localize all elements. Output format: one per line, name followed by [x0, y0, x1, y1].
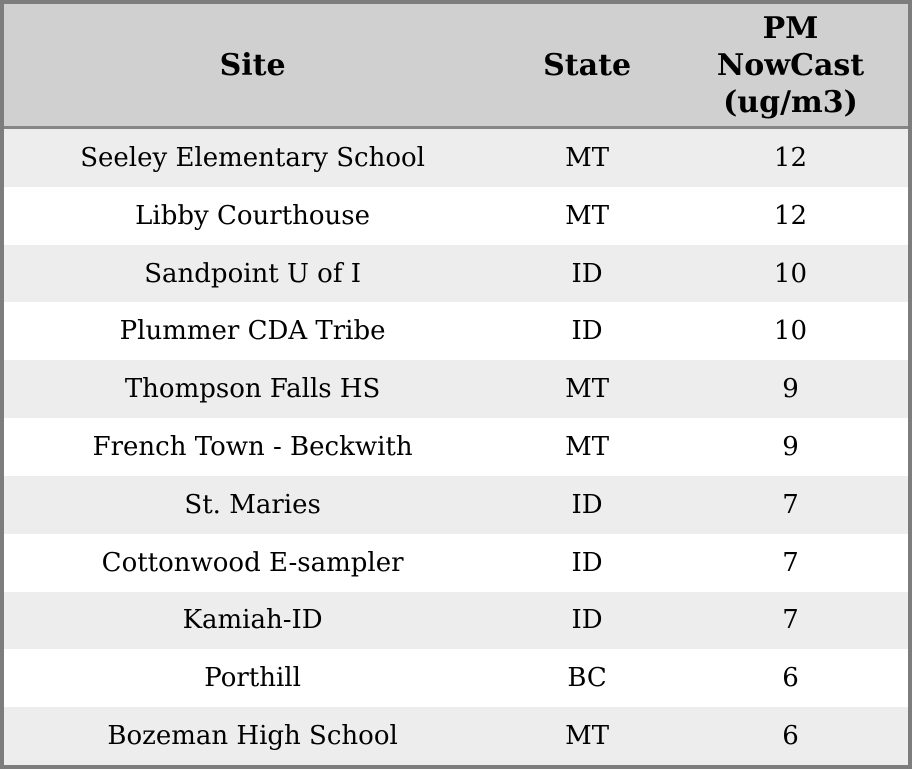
table-row — [4, 476, 908, 534]
table-body — [4, 128, 908, 766]
table-row — [4, 418, 908, 476]
site-cell: Seeley Elementary School — [80, 142, 425, 173]
column-header-state-label: State — [543, 47, 632, 83]
pm-nowcast-cell: 10 — [773, 258, 808, 289]
site-cell: Sandpoint U of I — [144, 258, 361, 289]
table-row — [4, 592, 908, 650]
pm-nowcast-cell: 12 — [773, 142, 808, 173]
state-cell: ID — [571, 605, 603, 636]
table-row — [4, 360, 908, 418]
column-header-pm-line2: NowCast — [716, 47, 865, 83]
site-cell: French Town - Beckwith — [92, 431, 413, 462]
pm-nowcast-cell: 10 — [773, 316, 808, 347]
table-row — [4, 245, 908, 303]
column-header-pm-nowcast — [673, 4, 908, 128]
data-table — [4, 4, 908, 765]
column-header-site — [4, 4, 501, 128]
state-cell: MT — [565, 431, 610, 462]
site-cell: Cottonwood E-sampler — [101, 547, 404, 578]
pm-nowcast-cell: 7 — [782, 605, 799, 636]
column-header-pm-line3: (ug/m3) — [723, 84, 858, 120]
site-cell: Thompson Falls HS — [124, 374, 381, 405]
pm-nowcast-cell: 9 — [782, 374, 799, 405]
pm-nowcast-cell: 6 — [782, 663, 799, 694]
site-cell: Libby Courthouse — [135, 200, 371, 231]
table-row — [4, 302, 908, 360]
column-header-state — [501, 4, 673, 128]
state-cell: MT — [565, 142, 610, 173]
state-cell: ID — [571, 258, 603, 289]
pm-nowcast-cell: 9 — [782, 431, 799, 462]
pm-nowcast-cell: 7 — [782, 489, 799, 520]
header-row — [4, 4, 908, 128]
pm-nowcast-cell: 7 — [782, 547, 799, 578]
state-cell: MT — [565, 721, 610, 752]
site-cell: Kamiah-ID — [182, 605, 323, 636]
site-cell: Bozeman High School — [107, 721, 398, 752]
state-cell: MT — [565, 374, 610, 405]
table-row — [4, 187, 908, 245]
state-cell: BC — [567, 663, 607, 694]
site-cell: Porthill — [204, 663, 301, 694]
column-header-site-label: Site — [219, 47, 286, 83]
column-header-pm-line1: PM — [762, 10, 819, 46]
site-cell: Plummer CDA Tribe — [119, 316, 386, 347]
table-header — [4, 4, 908, 128]
table-row — [4, 534, 908, 592]
site-cell: St. Maries — [184, 489, 321, 520]
table-row — [4, 128, 908, 187]
state-cell: ID — [571, 489, 603, 520]
table-row — [4, 707, 908, 765]
state-cell: ID — [571, 547, 603, 578]
state-cell: ID — [571, 316, 603, 347]
state-cell: MT — [565, 200, 610, 231]
table-row — [4, 649, 908, 707]
pm-nowcast-cell: 12 — [773, 200, 808, 231]
pm-nowcast-cell: 6 — [782, 721, 799, 752]
